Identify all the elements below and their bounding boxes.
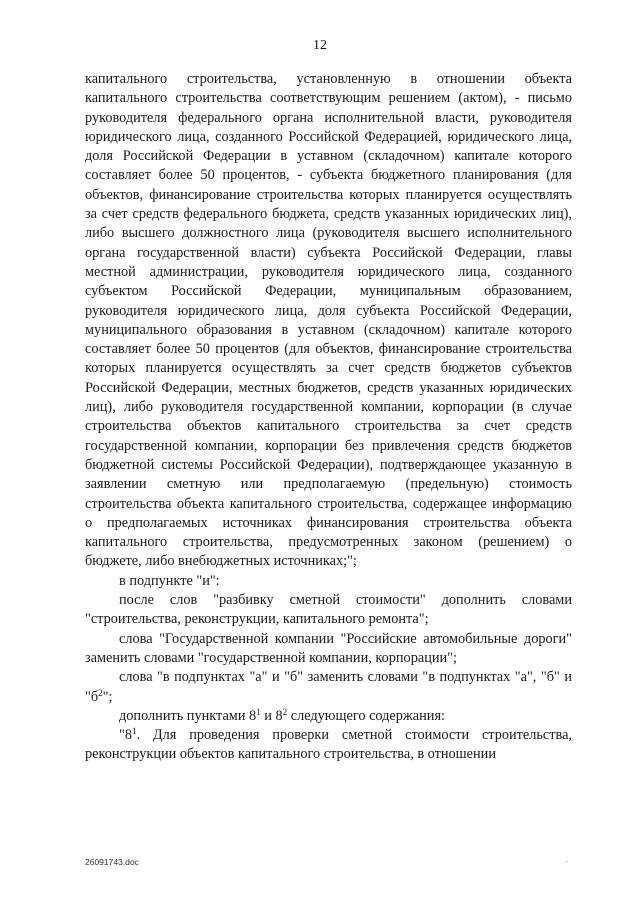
footer-file-name: 26091743.doc	[85, 857, 139, 867]
document-body	[85, 70, 572, 765]
text-run: . Для проведения проверки сметной стоимости строительства, реконструкции объектов капитального строительства, в отношении	[85, 727, 572, 763]
superscript: 1	[256, 706, 261, 717]
paragraph-estimate-breakdown: после слов "разбивку сметной стоимости" дополнить словами "строительства, реконструкции, капитального ремонта";	[85, 592, 572, 628]
superscript: 1	[132, 726, 137, 737]
text-run: "8	[119, 727, 132, 744]
text-run: слова "в подпунктах "а" и "б" заменить словами "в подпунктах "а", "б" и "б	[85, 669, 572, 705]
paragraph-subitem-i: в подпункте "и":	[119, 572, 220, 589]
text-run: следующего содержания:	[287, 707, 445, 724]
paragraph-subitems-replace	[85, 668, 572, 707]
page-number: 12	[313, 38, 327, 53]
text-run: и 8	[260, 707, 283, 724]
paragraph-continuation: капитального строительства, установленную в отношении объекта капитального строительства соответствующим решением (актом), - письмо руководителя федерального органа исполнительной власти, руководителя юридического лица, созданного Российской Федерацией, юридического лица, доля Российской Федерации в уставном (складочном) капитале которого составляет более 50 процентов, - субъекта бюджетного планирования (для объектов, финансирование строительства которых планируется осуществлять за счет средств федерального бюджета, средств указанных юридических лиц), либо высшего должностного лица (руководителя высшего исполнительного органа государственной власти) субъекта Российской Федерации, главы местной администрации, руководителя юридического лица, созданного субъектом Российской Федерации, муниципальным образованием, руководителя юридического лица, доля субъекта Российской Федерации, муниципального образования в уставном (складочном) капитале которого составляет более 50 процентов (для объектов, финансирование строительства которых планируется осуществлять за счет средств бюджетов субъектов Российской Федерации, местных бюджетов, средств указанных юридических лиц), либо руководителя государственной компании, корпорации (в случае строительства объектов капитального строительства за счет средств государственной компании, корпорации без привлечения средств бюджетов бюджетной системы Российской Федерации), подтверждающее указанную в заявлении сметную или предполагаемую (предельную) стоимость строительства объекта капитального строительства, содержащее информацию о предполагаемых источниках финансирования строительства объекта капитального строительства, предусмотренных законом (решением) о бюджете, либо внебюджетных источниках;";	[85, 71, 572, 570]
paragraph-state-company: слова "Государственной компании "Российские автомобильные дороги" заменить словами "государственной компании, корпорации";	[85, 630, 572, 666]
paragraph-add-items	[85, 707, 572, 726]
superscript: 2	[282, 706, 288, 717]
footer-mark: .	[566, 855, 569, 864]
text-run: дополнить пунктами 8	[119, 707, 257, 724]
paragraph-item-8-1	[85, 726, 572, 765]
superscript: 2	[98, 687, 103, 698]
text-run: ";	[102, 688, 113, 705]
